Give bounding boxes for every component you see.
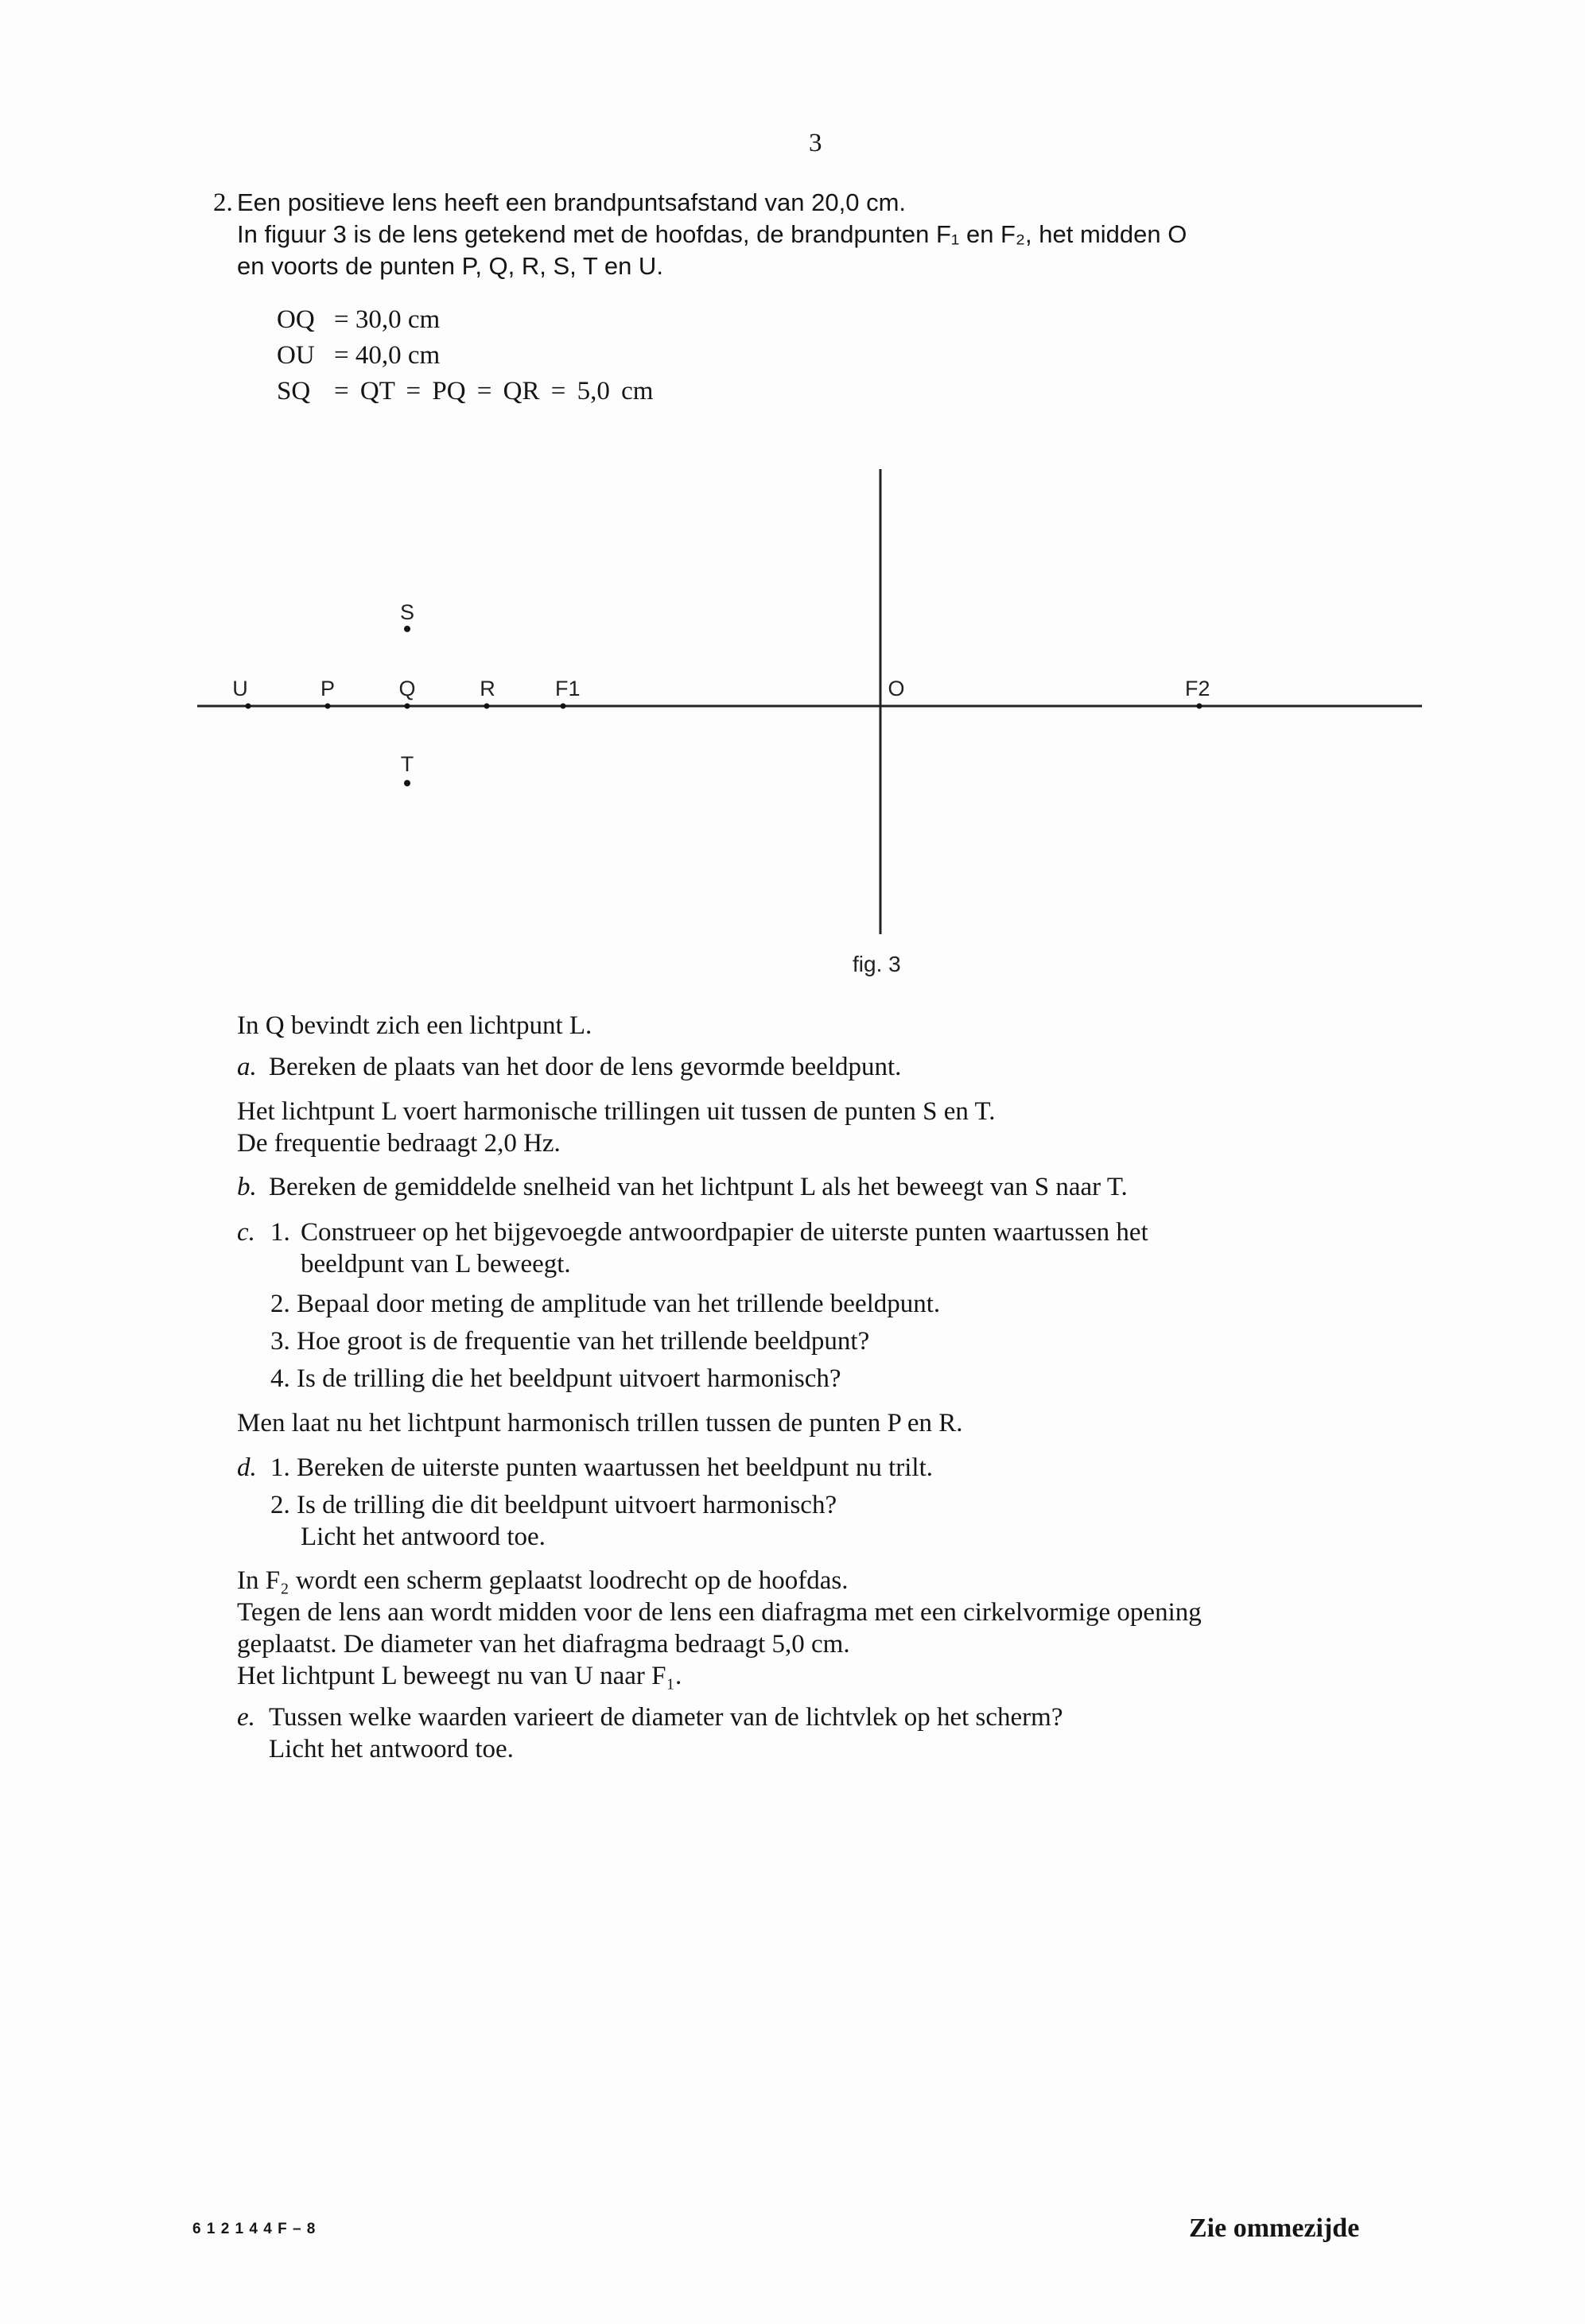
given-rhs-3: = QT = PQ = QR = 5,0 cm: [334, 377, 654, 405]
given-rhs-1: = 30,0 cm: [334, 305, 441, 334]
paragraph-4: Men laat nu het lichtpunt harmonisch trillen tussen de punten P en R.: [237, 1409, 963, 1437]
label-F1: F1: [555, 677, 581, 700]
item-c2: 2. Bepaal door meting de amplitude van het trillende beeldpunt.: [270, 1290, 941, 1318]
paragraph-5: In F₂ wordt een scherm geplaatst loodrecht op de hoofdas.: [237, 1566, 849, 1595]
item-e-line1: Tussen welke waarden varieert de diameter van de lichtvlek op het scherm?: [269, 1703, 1063, 1732]
label-U: U: [232, 677, 248, 700]
point-T: [404, 780, 410, 786]
label-S: S: [399, 600, 415, 624]
paragraph-2: Het lichtpunt L voert harmonische trillingen uit tussen de punten S en T.: [237, 1097, 996, 1126]
intro-line-2: In figuur 3 is de lens getekend met de hoofdas, de brandpunten F₁ en F₂, het midden O: [237, 220, 1187, 248]
item-d2-line1: 2. Is de trilling die dit beeldpunt uitvoert harmonisch?: [270, 1491, 837, 1519]
point-S: [404, 626, 410, 632]
item-a-text: Bereken de plaats van het door de lens gevormde beeldpunt.: [269, 1053, 902, 1081]
item-e-label: e.: [237, 1703, 255, 1732]
item-c1-line2: beeldpunt van L beweegt.: [301, 1250, 571, 1278]
label-Q: Q: [398, 677, 416, 700]
paragraph-8: Het lichtpunt L beweegt nu van U naar F₁.: [237, 1662, 682, 1690]
question-number: 2.: [213, 188, 233, 217]
point-F1: [561, 704, 566, 709]
item-d-label: d.: [237, 1453, 257, 1482]
item-c1-line1: Construeer op het bijgevoegde antwoordpapier de uiterste punten waartussen het: [301, 1218, 1148, 1247]
paragraph-6: Tegen de lens aan wordt midden voor de lens een diafragma met een cirkelvormige opening: [237, 1598, 1202, 1627]
paragraph-3: De frequentie bedraagt 2,0 Hz.: [237, 1129, 561, 1158]
figure-caption: fig. 3: [853, 952, 901, 976]
item-c4: 4. Is de trilling die het beeldpunt uitvoert harmonisch?: [270, 1364, 841, 1393]
label-R: R: [480, 677, 495, 700]
label-P: P: [320, 677, 336, 700]
item-d2-line2: Licht het antwoord toe.: [301, 1523, 546, 1551]
footer-turn-over: Zie ommezijde: [1189, 2213, 1360, 2243]
given-lhs-1: OQ: [277, 305, 315, 334]
point-P: [325, 704, 331, 709]
point-F2: [1197, 704, 1202, 709]
paragraph-7: geplaatst. De diameter van het diafragma bedraagt 5,0 cm.: [237, 1630, 850, 1659]
given-rhs-2: = 40,0 cm: [334, 341, 441, 370]
intro-line-3: en voorts de punten P, Q, R, S, T en U.: [237, 252, 663, 280]
item-c-label: c.: [237, 1218, 255, 1247]
label-T: T: [400, 752, 414, 776]
intro-line-1: Een positieve lens heeft een brandpuntsafstand van 20,0 cm.: [237, 188, 907, 216]
label-O: O: [888, 677, 905, 700]
item-c1-number: 1.: [270, 1218, 290, 1247]
footer-code: 6 1 2 1 4 4 F – 8: [192, 2221, 317, 2237]
item-a-label: a.: [237, 1053, 257, 1081]
item-b-label: b.: [237, 1173, 257, 1201]
item-d1: 1. Bereken de uiterste punten waartussen het beeldpunt nu trilt.: [270, 1453, 934, 1482]
point-U: [246, 704, 251, 709]
item-b-text: Bereken de gemiddelde snelheid van het lichtpunt L als het beweegt van S naar T.: [269, 1173, 1128, 1201]
given-lhs-2: OU: [277, 341, 315, 370]
item-e-line2: Licht het antwoord toe.: [269, 1735, 514, 1763]
point-R: [484, 704, 490, 709]
paragraph-1: In Q bevindt zich een lichtpunt L.: [237, 1011, 592, 1040]
label-F2: F2: [1185, 677, 1210, 700]
page-number: 3: [809, 129, 822, 157]
given-lhs-3: SQ: [277, 377, 311, 405]
item-c3: 3. Hoe groot is de frequentie van het trillende beeldpunt?: [270, 1327, 870, 1356]
point-Q: [405, 704, 410, 709]
